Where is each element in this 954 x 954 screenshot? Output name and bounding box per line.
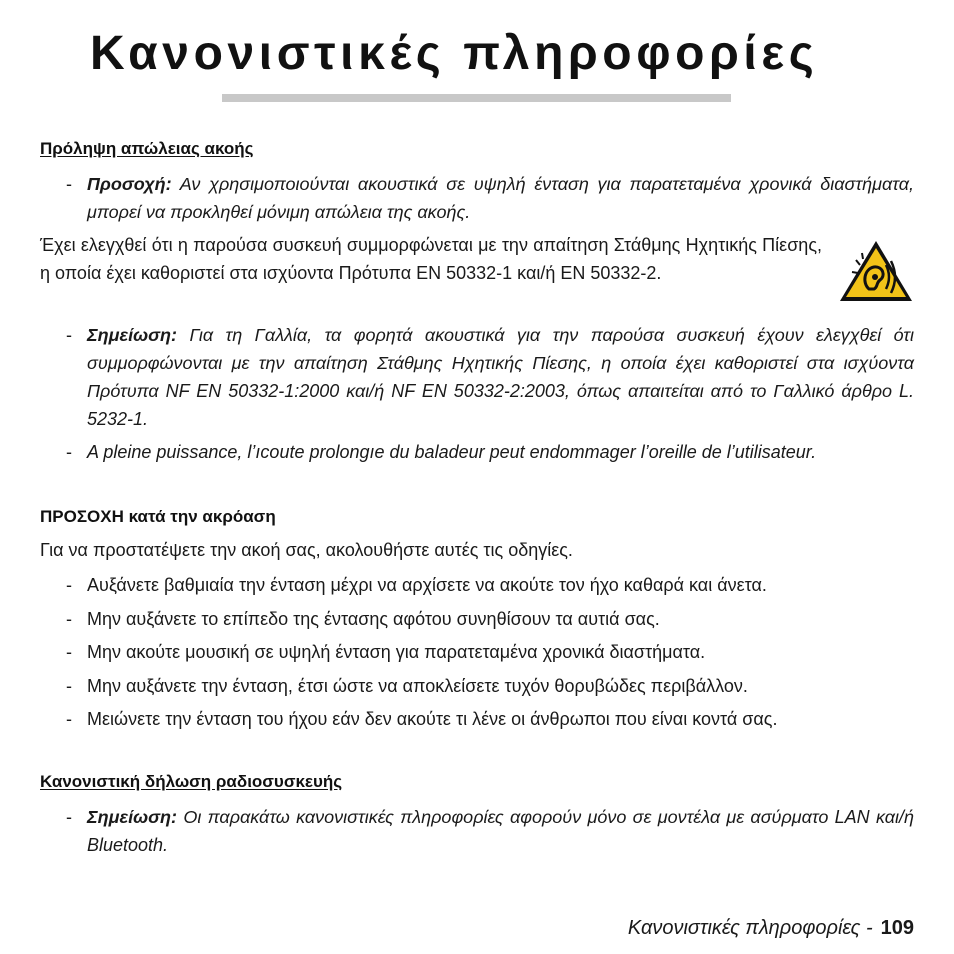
caution-label: Προσοχή: (87, 174, 172, 194)
list-item (66, 638, 914, 666)
page-title: Κανονιστικές πληροφορίες (90, 27, 819, 80)
title-rule (222, 94, 731, 102)
list-item-text: Μην ακούτε μουσική σε υψηλή ένταση για παρατεταμένα χρονικά διαστήματα. (87, 642, 706, 662)
page-footer (628, 917, 914, 940)
listening-intro: Για να προστατέψετε την ακοή σας, ακολουθήστε αυτές τις οδηγίες. (40, 540, 573, 560)
note-label: Σημείωση: (87, 807, 178, 827)
list-dash: - (66, 442, 72, 462)
hearing-warning-icon (838, 239, 914, 303)
french-warning-item (66, 438, 914, 466)
section-heading-listening: ΠΡΟΣΟΧΗ κατά την ακρόαση (40, 507, 276, 526)
list-item (66, 571, 914, 599)
page-number: 109 (880, 917, 914, 939)
list-item-text: Μην αυξάνετε το επίπεδο της έντασης αφότου συνηθίσουν τα αυτιά σας. (87, 609, 660, 629)
list-item (66, 705, 914, 733)
list-dash: - (66, 575, 72, 595)
caution-text: Αν χρησιμοποιούνται ακουστικά σε υψηλή ένταση για παρατεταμένα χρονικά διαστήματα, μπορεί να προκληθεί μόνιμη απώλεια της ακοής. (87, 174, 914, 222)
footer-title: Κανονιστικές πληροφορίες - (627, 917, 873, 939)
caution-item (66, 170, 914, 226)
section-heading-hearing-loss: Πρόληψη απώλειας ακοής (40, 139, 254, 158)
list-item-text: Μην αυξάνετε την ένταση, έτσι ώστε να αποκλείσετε τυχόν θορυβώδες περιβάλλον. (87, 676, 748, 696)
france-note-item (66, 321, 914, 433)
list-item (66, 672, 914, 700)
list-item-text: Αυξάνετε βαθμιαία την ένταση μέχρι να αρχίσετε να ακούτε τον ήχο καθαρά και άνετα. (87, 575, 767, 595)
list-item (66, 605, 914, 633)
list-dash: - (66, 325, 72, 345)
note-text: Για τη Γαλλία, τα φορητά ακουστικά για την παρούσα συσκευή έχουν ελεγχθεί ότι συμμορφώνονται με την απαίτηση Στάθμης Ηχητικής Πίεσης, η οποία έχει καθοριστεί στα ισχύοντα Πρότυπα NF EN 50332-1:2000 και/ή NF EN 50332-2:2003, όπως απαιτείται από το Γαλλικό άρθρο L. 5232-1. (87, 325, 914, 429)
french-warning-text: A pleine puissance, l’ıcoute prolongıe du baladeur peut endommager l’oreille de l’utilisateur. (87, 442, 817, 462)
note-text: Οι παρακάτω κανονιστικές πληροφορίες αφορούν μόνο σε μοντέλα με ασύρματο LAN και/ή Bluetooth. (87, 807, 914, 855)
list-dash: - (66, 676, 72, 696)
section-heading-radio: Κανονιστική δήλωση ραδιοσυσκευής (40, 772, 343, 791)
list-dash: - (66, 174, 72, 194)
list-item-text: Μειώνετε την ένταση του ήχου εάν δεν ακούτε τι λένε οι άνθρωποι που είναι κοντά σας. (87, 709, 778, 729)
list-dash: - (66, 807, 72, 827)
note-label: Σημείωση: (87, 325, 178, 345)
compliance-paragraph: Έχει ελεγχθεί ότι η παρούσα συσκευή συμμορφώνεται με την απαίτηση Στάθμης Ηχητικής Πίεσης, η οποία έχει καθοριστεί στα ισχύοντα Πρότυπα EN 50332-1 και/ή EN 50332-2. (40, 235, 822, 283)
list-dash: - (66, 609, 72, 629)
list-dash: - (66, 642, 72, 662)
list-dash: - (66, 709, 72, 729)
radio-note-item (66, 803, 914, 859)
